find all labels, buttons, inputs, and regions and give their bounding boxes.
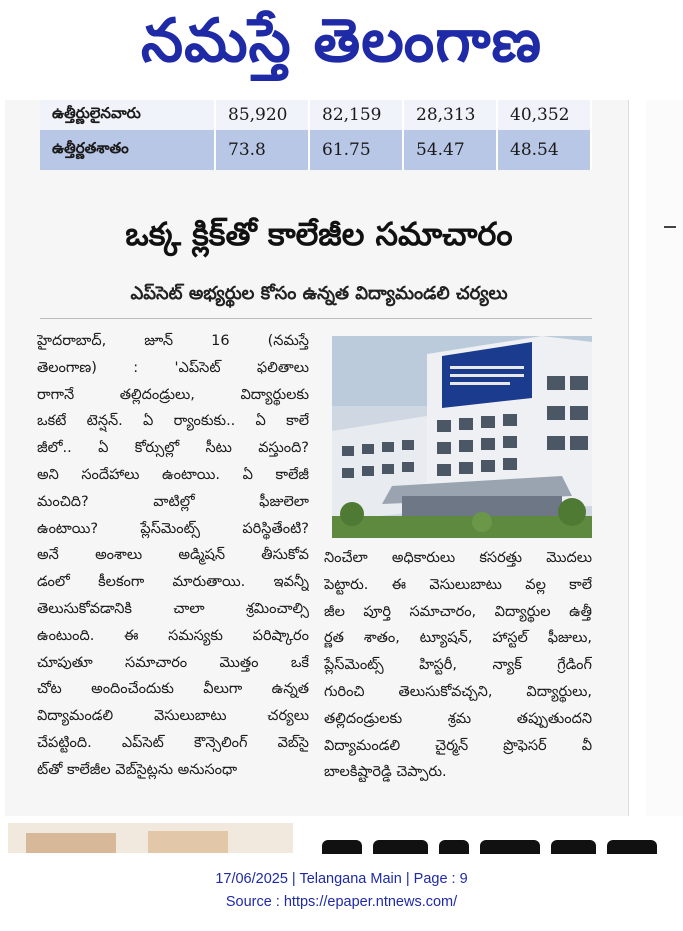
building-photo-illustration bbox=[332, 336, 592, 538]
table-cell: 85,920 bbox=[215, 100, 309, 130]
body-line: ఒకటే టెన్షన్. ఏ ర్యాంకుకు.. ఏ కాలే bbox=[37, 413, 309, 430]
body-line: చేపట్టింది. ఎప్‌సెట్ కౌన్సెలింగ్ వెబ్‌సై bbox=[37, 734, 309, 751]
source-link[interactable]: Source : https://epaper.ntnews.com/ bbox=[225, 894, 458, 910]
body-line: చూపుతూ సమాచారం మొత్తం ఒకే bbox=[37, 654, 309, 671]
body-line: చోట అందించేందుకు వీలుగా ఉన్నత bbox=[37, 681, 309, 698]
adjacent-article-strip bbox=[646, 100, 683, 816]
table-cell: 73.8 bbox=[215, 130, 309, 170]
table-cell: 28,313 bbox=[403, 100, 497, 130]
body-line: పెట్టారు. ఈ వెసులుబాటు వల్ల కాలే bbox=[324, 576, 592, 593]
results-table bbox=[40, 100, 592, 170]
next-article-headline-cropped bbox=[322, 828, 683, 854]
photo-fragment bbox=[148, 831, 228, 853]
cropped-glyph bbox=[551, 840, 596, 854]
body-line: ఉంటాయి? ప్లేస్‌మెంట్స్ పరిస్థితేంటి? bbox=[37, 520, 309, 537]
table-cell: 82,159 bbox=[309, 100, 403, 130]
body-line: అనే అంశాలు అడ్మిషన్ తీసుకోవ bbox=[37, 547, 309, 564]
body-line: అని సందేహాలు ఉంటాయి. ఏ కాలేజీ bbox=[37, 466, 309, 483]
page-footer bbox=[0, 868, 683, 914]
article-body-left bbox=[37, 328, 309, 784]
table-cell: 48.54 bbox=[497, 130, 591, 170]
body-line: ర్ణత శాతం, ట్యూషన్, హాస్టల్ ఫీజులు, bbox=[324, 630, 592, 647]
body-line: నించేలా అధికారులు కసరత్తు మొదలు bbox=[324, 550, 592, 566]
cropped-glyph bbox=[480, 840, 540, 854]
table-row bbox=[40, 100, 591, 130]
body-line: తెలుసుకోవడానికి చాలా శ్రమించాల్సి bbox=[37, 600, 309, 617]
cropped-glyph bbox=[373, 840, 428, 854]
row-label: ఉత్తీర్ణతశాతం bbox=[40, 130, 215, 170]
body-line: రాగానే తల్లిదండ్రులు, విద్యార్థులకు bbox=[37, 386, 309, 403]
building-photo bbox=[332, 336, 592, 538]
article-subheadline: ఎప్‌సెట్ అభ్యర్థుల కోసం ఉన్నత విద్యామండలి చర్యలు bbox=[130, 283, 508, 304]
body-line: తెలంగాణ) : 'ఎప్‌సెట్ ఫలితాలు bbox=[37, 359, 309, 376]
body-line: ప్లేస్‌మెంట్స్ హిస్టరీ, న్యాక్ గ్రేడింగ్ bbox=[324, 657, 592, 674]
body-line: హైదరాబాద్, జూన్ 16 (నమస్తే bbox=[37, 333, 309, 349]
table-row bbox=[40, 130, 591, 170]
body-line: ట్‌తో కాలేజీల వెబ్‌సైట్లను అనుసంధా bbox=[37, 761, 238, 778]
article-headline: ఒక్క క్లిక్‌తో కాలేజీల సమాచారం bbox=[125, 215, 513, 253]
edition-info: 17/06/2025 | Telangana Main | Page : 9 bbox=[215, 871, 468, 887]
body-line: విద్యామండలి చైర్మన్ ప్రొఫెసర్ వీ bbox=[324, 737, 592, 754]
table-cell: 40,352 bbox=[497, 100, 591, 130]
body-line: జీల పూర్తి సమాచారం, విద్యార్థుల ఉత్తీ bbox=[324, 603, 592, 620]
divider bbox=[40, 318, 592, 319]
body-line: గురించి తెలుసుకోవచ్చని, విద్యార్థులు, bbox=[324, 683, 592, 700]
body-line: తల్లిదండ్రులకు శ్రమ తప్పుతుందని bbox=[324, 710, 592, 727]
cropped-glyph bbox=[607, 840, 657, 854]
masthead bbox=[0, 0, 683, 95]
cropped-glyph bbox=[322, 840, 362, 854]
body-line: బాలకిష్టారెడ్డి చెప్పారు. bbox=[324, 764, 447, 781]
body-line: ఉంటుంది. ఈ సమస్యకు పరిష్కారం bbox=[37, 627, 309, 644]
article-body-right bbox=[324, 545, 592, 786]
body-line: మంచిది? వాటిల్లో ఫీజులెలా bbox=[37, 493, 309, 510]
cropped-glyph bbox=[439, 840, 469, 854]
table-cell: 54.47 bbox=[403, 130, 497, 170]
table-cell: 61.75 bbox=[309, 130, 403, 170]
divider bbox=[664, 226, 676, 228]
photo-fragment bbox=[26, 833, 116, 853]
body-line: జీలో.. ఏ కోర్సుల్లో సీటు వస్తుంది? bbox=[37, 440, 309, 457]
body-line: విద్యామండలి వెసులుబాటు చర్యలు bbox=[37, 708, 309, 725]
body-line: డంలో కీలకంగా మారుతాయి. ఇవన్నీ bbox=[37, 574, 309, 591]
row-label: ఉత్తీర్ణులైనవారు bbox=[40, 100, 215, 130]
newspaper-logo-title: నమస్తే తెలంగాణ bbox=[140, 6, 543, 76]
next-article-photo bbox=[8, 823, 293, 853]
